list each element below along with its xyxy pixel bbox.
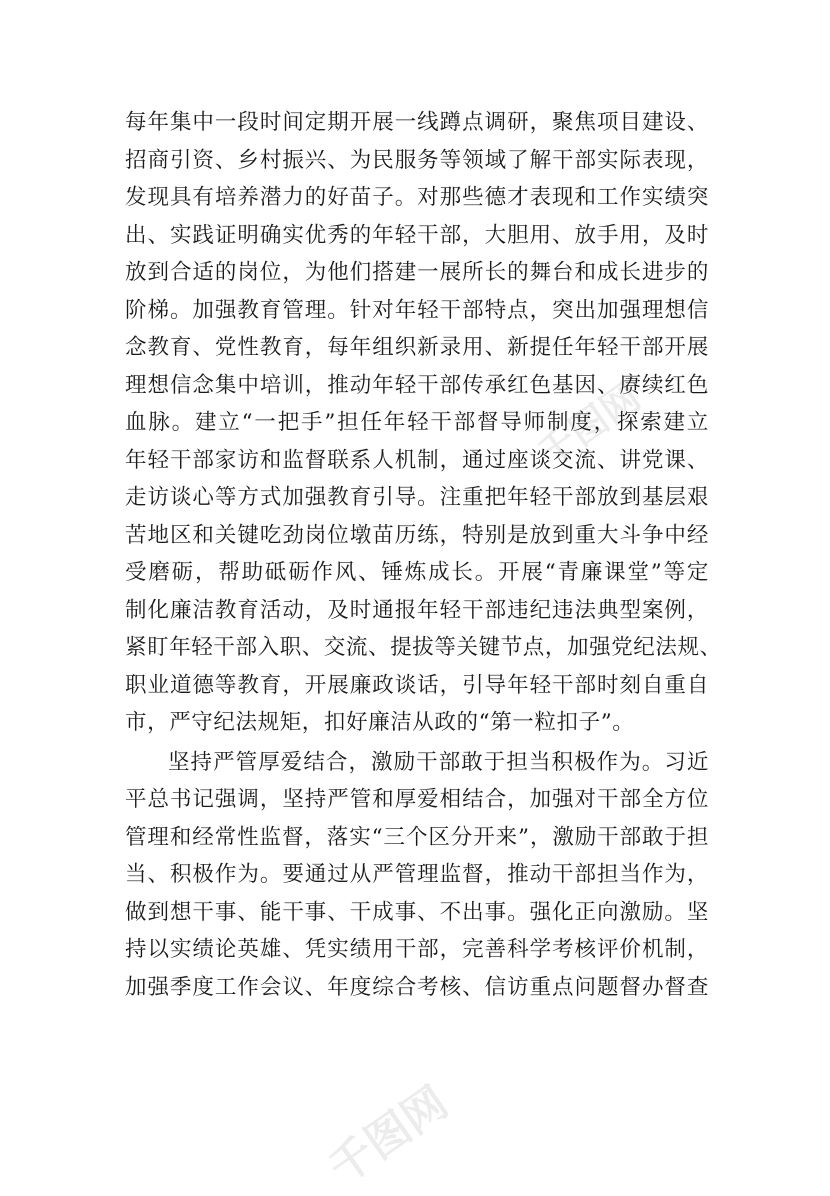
text-line: 做到想干事、能干事、干成事、不出事。强化正向激励。坚 — [125, 899, 709, 925]
text-line: 理想信念集中培训，推动年轻干部传承红色基因、赓续红色 — [125, 372, 709, 398]
text-line: 紧盯年轻干部入职、交流、提拔等关键节点，加强党纪法规、 — [125, 635, 722, 660]
text-line: 出、实践证明确实优秀的年轻干部，大胆用、放手用，及时 — [125, 222, 709, 248]
text-line: 每年集中一段时间定期开展一线蹲点调研，聚焦项目建设、 — [125, 110, 709, 135]
watermark: 千图网 — [319, 1076, 458, 1195]
text-line: 阶梯。加强教育管理。针对年轻干部特点，突出加强理想信 — [125, 297, 709, 323]
text-line: 放到合适的岗位，为他们搭建一展所长的舞台和成长进步的 — [125, 260, 709, 285]
text-line: 苦地区和关键吃劲岗位墩苗历练，特别是放到重大斗争中经 — [125, 522, 709, 548]
text-line: 坚持严管厚爱结合，激励干部敢于担当积极作为。习近 — [168, 749, 709, 775]
text-line: 年轻干部家访和监督联系人机制，通过座谈交流、讲党课、 — [125, 447, 709, 473]
text-line: 发现具有培养潜力的好苗子。对那些德才表现和工作实绩突 — [125, 185, 709, 210]
watermark: 千图网 — [529, 374, 649, 477]
paragraph — [125, 104, 722, 742]
text-line: 职业道德等教育，开展廉政谈话，引导年轻干部时刻自重自 — [125, 672, 709, 698]
text-line: 走访谈心等方式加强教育引导。注重把年轻干部放到基层艰 — [125, 485, 709, 510]
text-line: 血脉。建立“一把手”担任年轻干部督导师制度，探索建立 — [125, 410, 709, 435]
paragraph — [125, 744, 709, 1007]
text-line: 当、积极作为。要通过从严管理监督，推动干部担当作为， — [125, 862, 709, 887]
text-line: 管理和经常性监督，落实“三个区分开来”，激励干部敢于担 — [125, 824, 709, 850]
text-line: 念教育、党性教育，每年组织新录用、新提任年轻干部开展 — [125, 335, 709, 360]
text-line: 市，严守纪法规矩，扣好廉洁从政的“第一粒扣子”。 — [125, 710, 635, 735]
text-line: 制化廉洁教育活动，及时通报年轻干部违纪违法典型案例， — [125, 597, 709, 623]
text-line: 平总书记强调，坚持严管和厚爱相结合，加强对干部全方位 — [125, 787, 709, 812]
text-line: 招商引资、乡村振兴、为民服务等领域了解干部实际表现， — [125, 147, 709, 173]
text-line: 受磨砺，帮助砥砺作风、锤炼成长。开展“青廉课堂”等定 — [125, 560, 709, 585]
text-line: 持以实绩论英雄、凭实绩用干部，完善科学考核评价机制， — [125, 937, 709, 962]
text-line: 加强季度工作会议、年度综合考核、信访重点问题督办督查 — [125, 974, 709, 1000]
body-text — [125, 104, 722, 1006]
